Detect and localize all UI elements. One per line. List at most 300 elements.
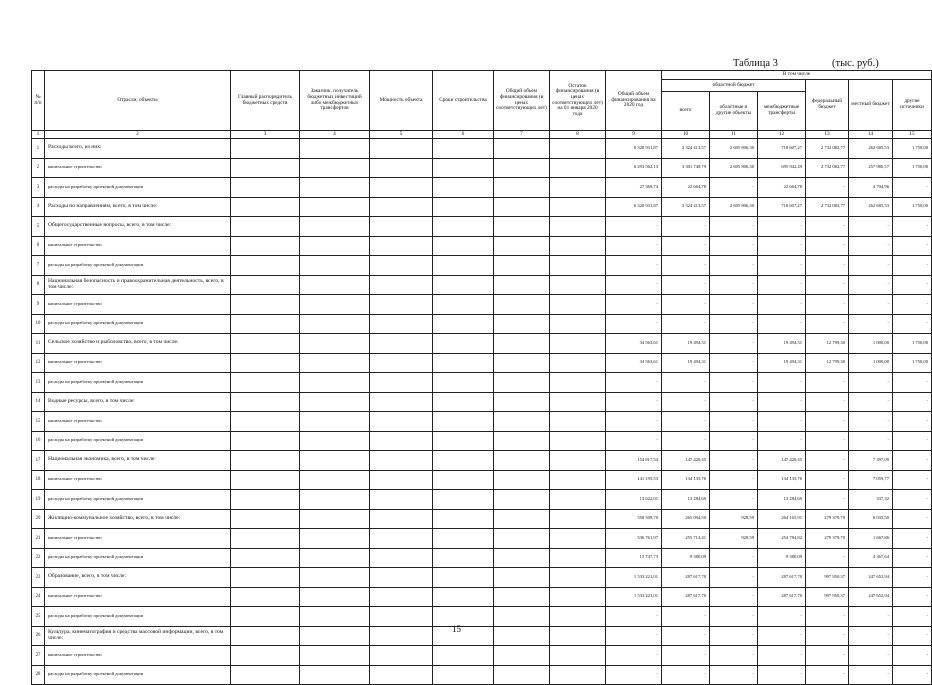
value-cell: 22 664,78 — [662, 178, 710, 198]
value-cell: - — [662, 607, 710, 627]
value-cell: 154 817,54 — [606, 451, 662, 471]
col-header-branch: Отрасли, объекты — [45, 71, 231, 131]
empty-cell — [300, 607, 370, 627]
empty-cell — [494, 236, 550, 256]
empty-cell — [370, 412, 433, 432]
value-cell: - — [606, 412, 662, 432]
table-unit-label: (тыс. руб.) — [832, 58, 879, 69]
value-cell: - — [806, 236, 849, 256]
row-title: Жилищно-коммунальное хозяйство, всего, в том числе: — [45, 509, 231, 529]
value-cell: - — [758, 256, 806, 276]
value-cell: 262 685,53 — [849, 139, 893, 159]
row-title: капитальное строительство — [45, 470, 231, 490]
table-row — [32, 568, 932, 588]
empty-cell — [494, 217, 550, 237]
value-cell: 13 284,69 — [662, 490, 710, 510]
value-cell: - — [758, 431, 806, 451]
value-cell: - — [893, 548, 932, 568]
value-cell: - — [662, 626, 710, 646]
empty-cell — [300, 197, 370, 217]
col-header-grbs: Главный распорядитель бюджетных средств — [231, 71, 300, 131]
column-number-cell: 9 — [606, 131, 662, 139]
empty-cell — [370, 490, 433, 510]
empty-cell — [370, 431, 433, 451]
value-cell: - — [710, 607, 758, 627]
empty-cell — [231, 197, 300, 217]
empty-cell — [370, 568, 433, 588]
row-number: 3 — [32, 178, 45, 198]
value-cell: - — [710, 314, 758, 334]
value-cell: - — [806, 256, 849, 276]
empty-cell — [433, 295, 494, 315]
value-cell: 337,32 — [849, 490, 893, 510]
row-number: 28 — [32, 665, 45, 685]
empty-cell — [550, 197, 606, 217]
column-number-cell: 14 — [849, 131, 893, 139]
row-title: капитальное строительство — [45, 295, 231, 315]
empty-cell — [300, 568, 370, 588]
empty-cell — [370, 178, 433, 198]
column-number-cell: 5 — [370, 131, 433, 139]
empty-cell — [550, 334, 606, 354]
value-cell: 2 605 806,30 — [710, 158, 758, 178]
empty-cell — [494, 665, 550, 685]
value-cell: - — [893, 470, 932, 490]
empty-cell — [433, 412, 494, 432]
empty-cell — [300, 178, 370, 198]
value-cell: 550 509,70 — [606, 509, 662, 529]
value-cell: - — [849, 314, 893, 334]
empty-cell — [550, 431, 606, 451]
value-cell: - — [710, 490, 758, 510]
empty-cell — [494, 158, 550, 178]
empty-cell — [494, 548, 550, 568]
value-cell: - — [806, 373, 849, 393]
value-cell: 255 714,41 — [662, 529, 710, 549]
table-row — [32, 256, 932, 276]
column-number-cell: 8 — [550, 131, 606, 139]
value-cell: 13 284,69 — [758, 490, 806, 510]
empty-cell — [494, 295, 550, 315]
row-number: 4 — [32, 197, 45, 217]
table-row — [32, 217, 932, 237]
value-cell: - — [710, 646, 758, 666]
value-cell: 12 799,30 — [806, 353, 849, 373]
value-cell: - — [849, 392, 893, 412]
row-number: 5 — [32, 217, 45, 237]
value-cell: - — [606, 626, 662, 646]
value-cell: 12 799,30 — [806, 334, 849, 354]
empty-cell — [433, 334, 494, 354]
value-cell: 287 617,70 — [758, 587, 806, 607]
value-cell: - — [849, 607, 893, 627]
empty-cell — [494, 334, 550, 354]
value-cell: - — [806, 275, 849, 295]
empty-cell — [550, 295, 606, 315]
value-cell: 1 750,00 — [893, 158, 932, 178]
empty-cell — [550, 470, 606, 490]
empty-cell — [300, 548, 370, 568]
row-title: Национальная безопасность и правоохранительная деятельность, всего, в том числе: — [45, 275, 231, 295]
empty-cell — [231, 295, 300, 315]
empty-cell — [550, 665, 606, 685]
row-number: 21 — [32, 529, 45, 549]
value-cell: - — [849, 256, 893, 276]
value-cell: - — [893, 568, 932, 588]
value-cell: 1 750,00 — [893, 197, 932, 217]
value-cell: - — [662, 412, 710, 432]
empty-cell — [433, 353, 494, 373]
empty-cell — [231, 490, 300, 510]
value-cell: - — [662, 295, 710, 315]
value-cell: - — [849, 373, 893, 393]
empty-cell — [370, 392, 433, 412]
value-cell: 134 135,76 — [758, 470, 806, 490]
value-cell: 287 617,70 — [662, 568, 710, 588]
col-header-remaining: Остаток финансирования (в ценах соответствующих лет) на 01 января 2020 года — [550, 71, 606, 131]
empty-cell — [300, 139, 370, 159]
value-cell: 134 135,76 — [662, 470, 710, 490]
value-cell: - — [893, 178, 932, 198]
value-cell: - — [806, 470, 849, 490]
empty-cell — [494, 412, 550, 432]
value-cell: - — [806, 607, 849, 627]
value-cell: - — [710, 217, 758, 237]
empty-cell — [433, 392, 494, 412]
col-header-regional-other: областные и другие объекты — [710, 92, 758, 131]
value-cell: - — [662, 392, 710, 412]
empty-cell — [550, 568, 606, 588]
col-header-transfers: межбюджетные трансферты — [758, 92, 806, 131]
empty-cell — [550, 178, 606, 198]
value-cell: 2 605 806,30 — [710, 139, 758, 159]
empty-cell — [300, 217, 370, 237]
value-cell: - — [710, 451, 758, 471]
empty-cell — [550, 646, 606, 666]
value-cell: 247 652,94 — [849, 568, 893, 588]
empty-cell — [300, 334, 370, 354]
value-cell: 1 000,00 — [849, 334, 893, 354]
row-title: Сельское хозяйство и рыболовство, всего, в том числе: — [45, 334, 231, 354]
empty-cell — [231, 392, 300, 412]
row-title: расходы на разработку проектной документации — [45, 607, 231, 627]
row-number: 1 — [32, 139, 45, 159]
value-cell: 1 750,00 — [893, 139, 932, 159]
row-number: 8 — [32, 275, 45, 295]
value-cell: - — [606, 275, 662, 295]
value-cell: - — [893, 665, 932, 685]
empty-cell — [231, 139, 300, 159]
empty-cell — [550, 314, 606, 334]
value-cell: - — [662, 217, 710, 237]
empty-cell — [494, 490, 550, 510]
row-number: 16 — [32, 431, 45, 451]
row-number: 20 — [32, 509, 45, 529]
empty-cell — [550, 412, 606, 432]
table-row — [32, 587, 932, 607]
column-number-cell: 4 — [300, 131, 370, 139]
empty-cell — [300, 665, 370, 685]
empty-cell — [494, 353, 550, 373]
value-cell: 1 750,00 — [893, 353, 932, 373]
table-row — [32, 431, 932, 451]
column-number-row — [32, 131, 932, 139]
empty-cell — [433, 646, 494, 666]
table-row — [32, 314, 932, 334]
row-title: расходы на разработку проектной документации — [45, 490, 231, 510]
empty-cell — [300, 392, 370, 412]
empty-cell — [300, 256, 370, 276]
empty-cell — [433, 665, 494, 685]
empty-cell — [300, 646, 370, 666]
row-title: расходы на разработку проектной документации — [45, 548, 231, 568]
col-header-local: местный бюджет — [849, 80, 893, 131]
value-cell: - — [606, 665, 662, 685]
col-header-federal: федеральный бюджет — [806, 80, 849, 131]
col-header-n: № п/п — [32, 71, 45, 131]
value-cell: 928,59 — [710, 529, 758, 549]
value-cell: - — [606, 373, 662, 393]
empty-cell — [494, 139, 550, 159]
value-cell: - — [710, 256, 758, 276]
value-cell: 254 784,82 — [758, 529, 806, 549]
empty-cell — [300, 470, 370, 490]
value-cell: - — [606, 256, 662, 276]
empty-cell — [494, 509, 550, 529]
empty-cell — [494, 607, 550, 627]
empty-cell — [370, 353, 433, 373]
value-cell: 257 980,57 — [849, 158, 893, 178]
value-cell: - — [849, 626, 893, 646]
col-header-capacity: Мощность объекта — [370, 71, 433, 131]
value-cell: 279 379,70 — [806, 529, 849, 549]
empty-cell — [231, 256, 300, 276]
row-number: 23 — [32, 568, 45, 588]
value-cell: 1 533 221,01 — [606, 568, 662, 588]
value-cell: - — [710, 373, 758, 393]
empty-cell — [550, 373, 606, 393]
empty-cell — [550, 217, 606, 237]
value-cell: - — [710, 568, 758, 588]
row-title: капитальное строительство — [45, 236, 231, 256]
row-number: 6 — [32, 236, 45, 256]
empty-cell — [494, 431, 550, 451]
value-cell: - — [710, 470, 758, 490]
value-cell: - — [806, 431, 849, 451]
empty-cell — [550, 529, 606, 549]
table-caption: Таблица 3 — [733, 58, 778, 69]
value-cell: - — [806, 451, 849, 471]
empty-cell — [231, 158, 300, 178]
table-row — [32, 392, 932, 412]
value-cell: - — [849, 275, 893, 295]
empty-cell — [370, 256, 433, 276]
value-cell: 2 732 082,77 — [806, 139, 849, 159]
value-cell: 34 563,61 — [606, 353, 662, 373]
value-cell: - — [806, 490, 849, 510]
empty-cell — [550, 139, 606, 159]
row-number: 9 — [32, 295, 45, 315]
value-cell: - — [662, 373, 710, 393]
value-cell: - — [806, 217, 849, 237]
empty-cell — [494, 646, 550, 666]
table-row — [32, 353, 932, 373]
row-title: Общегосударственные вопросы, всего, в том числе: — [45, 217, 231, 237]
empty-cell — [231, 548, 300, 568]
empty-cell — [231, 665, 300, 685]
value-cell: 2 732 082,77 — [806, 158, 849, 178]
empty-cell — [550, 275, 606, 295]
table-row — [32, 646, 932, 666]
empty-cell — [494, 178, 550, 198]
empty-cell — [433, 509, 494, 529]
table-row — [32, 470, 932, 490]
value-cell: - — [662, 275, 710, 295]
column-number-cell: 11 — [710, 131, 758, 139]
row-title: капитальное строительство — [45, 529, 231, 549]
value-cell: 147 420,45 — [662, 451, 710, 471]
empty-cell — [370, 236, 433, 256]
empty-cell — [433, 431, 494, 451]
empty-cell — [550, 353, 606, 373]
empty-cell — [433, 158, 494, 178]
value-cell: 147 420,45 — [758, 451, 806, 471]
empty-cell — [550, 626, 606, 646]
value-cell: - — [893, 431, 932, 451]
value-cell: 264 165,91 — [758, 509, 806, 529]
value-cell: - — [662, 646, 710, 666]
row-number: 17 — [32, 451, 45, 471]
empty-cell — [550, 158, 606, 178]
col-header-vsego: всего — [662, 92, 710, 131]
empty-cell — [550, 587, 606, 607]
value-cell: 15 747,73 — [606, 548, 662, 568]
table-row — [32, 626, 932, 646]
row-number: 2 — [32, 158, 45, 178]
value-cell: 4 704,96 — [849, 178, 893, 198]
empty-cell — [494, 373, 550, 393]
empty-cell — [300, 314, 370, 334]
value-cell: - — [893, 314, 932, 334]
value-cell: - — [893, 256, 932, 276]
empty-cell — [300, 295, 370, 315]
empty-cell — [370, 275, 433, 295]
col-header-including: В том числе — [662, 71, 932, 80]
empty-cell — [300, 275, 370, 295]
value-cell: - — [849, 646, 893, 666]
value-cell: 22 664,78 — [758, 178, 806, 198]
value-cell: - — [606, 646, 662, 666]
row-number: 11 — [32, 334, 45, 354]
value-cell: - — [849, 665, 893, 685]
empty-cell — [494, 314, 550, 334]
empty-cell — [494, 568, 550, 588]
empty-cell — [494, 587, 550, 607]
value-cell: 19 494,31 — [662, 334, 710, 354]
col-header-other: другие источники — [893, 80, 932, 131]
value-cell: - — [849, 412, 893, 432]
value-cell: 9 380,09 — [758, 548, 806, 568]
row-number: 27 — [32, 646, 45, 666]
column-number-cell: 10 — [662, 131, 710, 139]
value-cell: - — [710, 626, 758, 646]
empty-cell — [494, 529, 550, 549]
empty-cell — [231, 607, 300, 627]
value-cell: - — [710, 275, 758, 295]
value-cell: - — [758, 217, 806, 237]
value-cell: 6 320 931,87 — [606, 139, 662, 159]
value-cell: - — [758, 373, 806, 393]
budget-table — [31, 70, 932, 685]
empty-cell — [300, 431, 370, 451]
value-cell: 27 369,74 — [606, 178, 662, 198]
value-cell: - — [893, 509, 932, 529]
value-cell: - — [893, 412, 932, 432]
value-cell: - — [849, 295, 893, 315]
value-cell: 279 379,70 — [806, 509, 849, 529]
value-cell: - — [758, 392, 806, 412]
empty-cell — [231, 217, 300, 237]
empty-cell — [231, 314, 300, 334]
value-cell: 2 732 082,77 — [806, 197, 849, 217]
value-cell: - — [806, 295, 849, 315]
empty-cell — [370, 373, 433, 393]
table-row — [32, 158, 932, 178]
empty-cell — [231, 275, 300, 295]
empty-cell — [231, 470, 300, 490]
table-row — [32, 236, 932, 256]
empty-cell — [433, 568, 494, 588]
empty-cell — [550, 490, 606, 510]
empty-cell — [370, 665, 433, 685]
row-title: расходы на разработку проектной документации — [45, 431, 231, 451]
empty-cell — [550, 548, 606, 568]
value-cell: 34 563,61 — [606, 334, 662, 354]
value-cell: - — [710, 334, 758, 354]
table-row — [32, 665, 932, 685]
empty-cell — [231, 626, 300, 646]
value-cell: - — [662, 431, 710, 451]
value-cell: - — [710, 295, 758, 315]
empty-cell — [433, 529, 494, 549]
empty-cell — [370, 334, 433, 354]
value-cell: 9 380,09 — [662, 548, 710, 568]
value-cell: 19 494,31 — [758, 334, 806, 354]
row-title: расходы на разработку проектной документации — [45, 665, 231, 685]
empty-cell — [370, 607, 433, 627]
value-cell: 536 761,97 — [606, 529, 662, 549]
empty-cell — [494, 392, 550, 412]
value-cell: - — [662, 314, 710, 334]
empty-cell — [370, 158, 433, 178]
value-cell: - — [606, 236, 662, 256]
column-number-cell: 3 — [231, 131, 300, 139]
value-cell: - — [758, 412, 806, 432]
value-cell: 997 950,37 — [806, 587, 849, 607]
value-cell: - — [606, 431, 662, 451]
empty-cell — [433, 139, 494, 159]
row-title: Образование, всего, в том числе: — [45, 568, 231, 588]
empty-cell — [300, 587, 370, 607]
empty-cell — [370, 548, 433, 568]
value-cell: - — [893, 646, 932, 666]
value-cell: 1 750,00 — [893, 334, 932, 354]
empty-cell — [231, 529, 300, 549]
table-body — [32, 139, 932, 685]
row-number: 13 — [32, 373, 45, 393]
table-row — [32, 139, 932, 159]
value-cell: 928,59 — [710, 509, 758, 529]
